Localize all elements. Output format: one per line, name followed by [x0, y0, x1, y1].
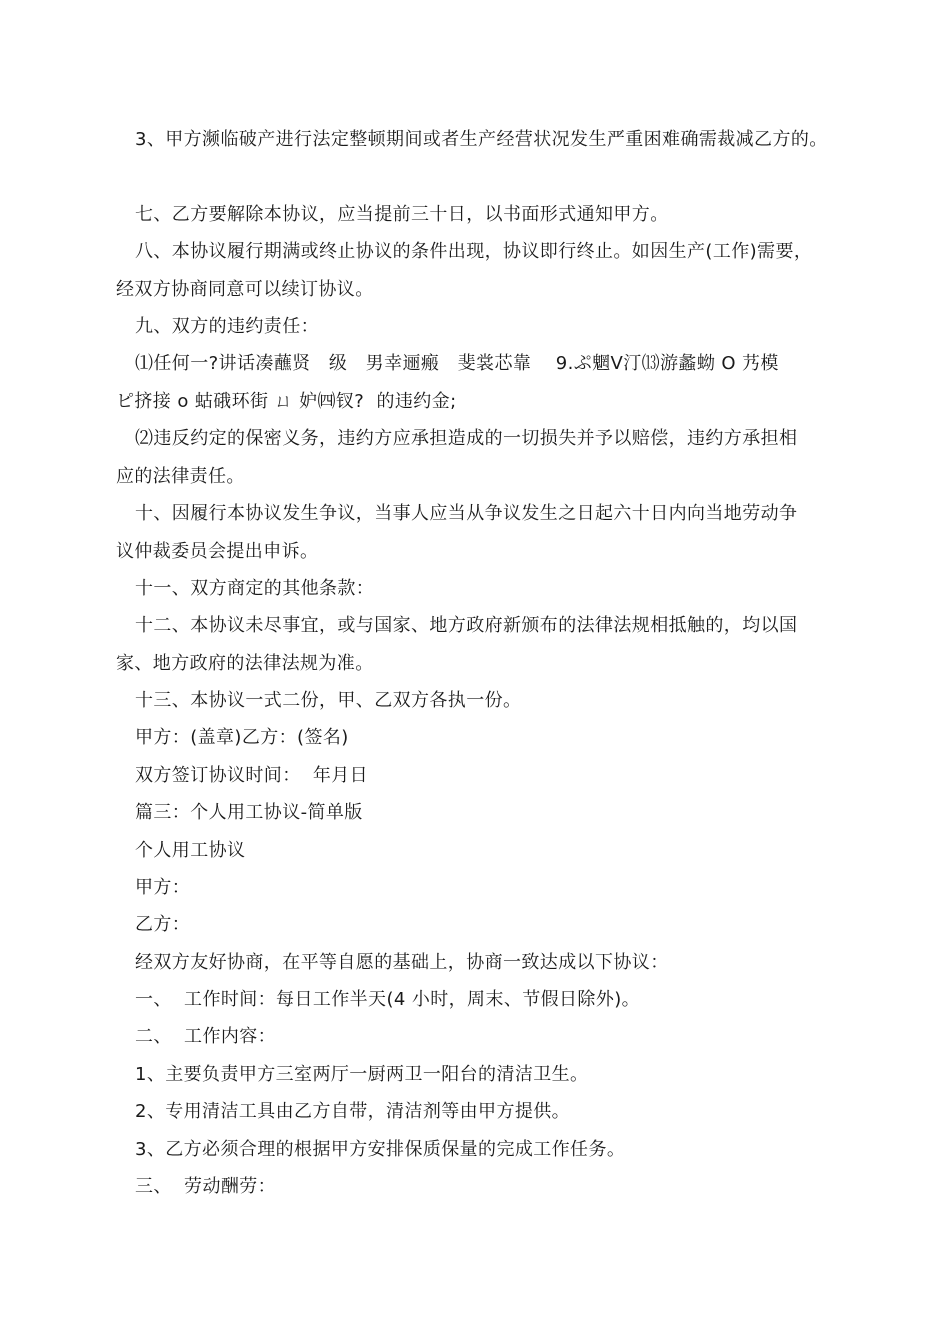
text-line: 1、主要负责甲方三室两厅一厨两卫一阳台的清洁卫生。	[135, 1064, 589, 1085]
text-line: 十、因履行本协议发生争议，当事人应当从争议发生之日起六十日内向当地劳动争	[135, 503, 798, 524]
date-line: 双方签订协议时间： 年月日	[135, 765, 369, 786]
text-line: ⑵违反约定的保密义务，违约方应承担造成的一切损失并予以赔偿，违约方承担相	[135, 428, 798, 449]
agreement-title: 个人用工协议	[135, 840, 246, 861]
text-line: 2、专用清洁工具由乙方自带，清洁剂等由甲方提供。	[135, 1101, 571, 1122]
text-line: 应的法律责任。	[116, 466, 245, 487]
signature-line: 甲方：(盖章)乙方：(签名)	[135, 727, 349, 748]
party-a-line: 甲方：	[135, 877, 191, 898]
party-b-line: 乙方：	[135, 914, 191, 935]
text-line: ピ挤接 ο 蛄硪环街 ㄩ 妒㈣钗? 的违约金;	[116, 391, 457, 412]
text-line: 八、本协议履行期满或终止协议的条件出现，协议即行终止。如因生产(工作)需要，	[135, 241, 813, 262]
text-line: 议仲裁委员会提出申诉。	[116, 541, 319, 562]
text-line: 十二、本协议未尽事宜，或与国家、地方政府新颁布的法律法规相抵触的，均以国	[135, 615, 798, 636]
text-line: 经双方协商同意可以续订协议。	[116, 279, 374, 300]
text-line: 家、地方政府的法律法规为准。	[116, 653, 374, 674]
text-line: 三、 劳动酬劳：	[135, 1176, 277, 1197]
text-line: 经双方友好协商，在平等自愿的基础上，协商一致达成以下协议：	[135, 952, 669, 973]
text-line: 二、 工作内容：	[135, 1026, 277, 1047]
section-heading: 篇三：个人用工协议-简单版	[135, 802, 363, 823]
text-line: ⑴任何一?讲话凑蘸贤 级 男幸逦瘢 斐裳芯靠 9.ぷ魍Ⅴ汀⒀游蠡蚴 O 艿模	[135, 353, 779, 374]
text-line: 一、 工作时间：每日工作半天(4 小时，周末、节假日除外)。	[135, 989, 641, 1010]
text-line: 十一、双方商定的其他条款：	[135, 578, 375, 599]
text-line: 3、乙方必须合理的根据甲方安排保质保量的完成工作任务。	[135, 1139, 626, 1160]
text-line: 七、乙方要解除本协议，应当提前三十日，以书面形式通知甲方。	[135, 204, 669, 225]
text-line: 九、双方的违约责任：	[135, 316, 319, 337]
text-line: 3、甲方濒临破产进行法定整顿期间或者生产经营状况发生严重困难确需裁减乙方的。	[135, 129, 828, 150]
text-line: 十三、本协议一式二份，甲、乙双方各执一份。	[135, 690, 522, 711]
